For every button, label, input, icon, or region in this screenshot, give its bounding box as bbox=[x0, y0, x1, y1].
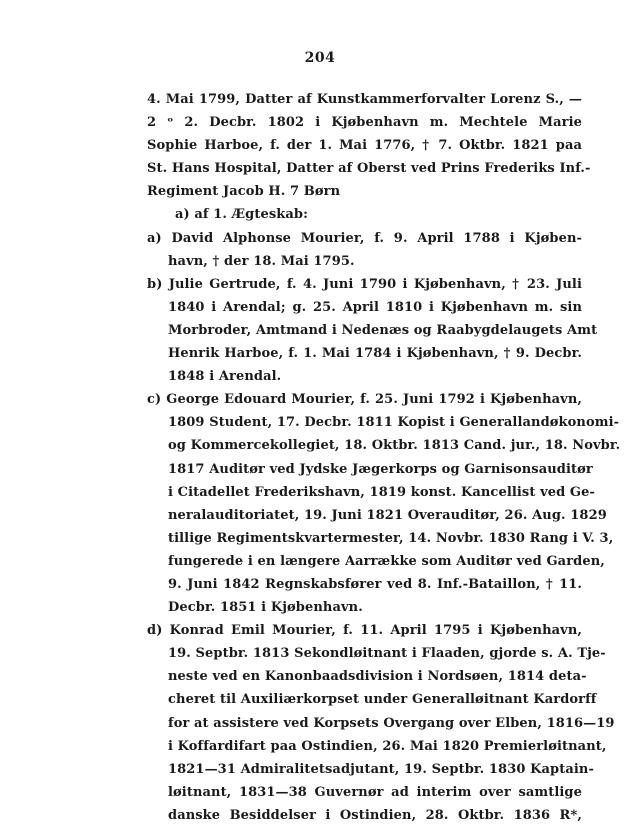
entry-a-line: havn, † der 18. Mai 1795. bbox=[168, 253, 355, 269]
page-number: 204 bbox=[304, 50, 336, 66]
entry-c-line: 1809 Student, 17. Decbr. 1811 Kopist i Generallandøkonomi- bbox=[168, 415, 620, 431]
entry-d-line: i Koffardifart paa Ostindien, 26. Mai 1820 Premierløitnant, bbox=[168, 738, 607, 754]
entry-c-line: tillige Regimentskvartermester, 14. Novbr. 1830 Rang i V. 3, bbox=[168, 530, 614, 546]
text-line: St. Hans Hospital, Datter af Oberst ved Prins Frederiks Inf.- bbox=[147, 161, 591, 177]
entry-a-line: a) David Alphonse Mourier, f. 9. April 1788 i Kjøben- bbox=[147, 230, 582, 246]
entry-c-line: og Kommercekollegiet, 18. Oktbr. 1813 Cand. jur., 18. Novbr. bbox=[168, 438, 621, 454]
entry-b-line: b) Julie Gertrude, f. 4. Juni 1790 i Kjøbenhavn, † 23. Juli bbox=[147, 276, 582, 292]
text-line: 2 ᵒ 2. Decbr. 1802 i Kjøbenhavn m. Mechtele Marie bbox=[147, 115, 582, 131]
entry-d-line: for at assistere ved Korpsets Overgang over Elben, 1816—19 bbox=[168, 715, 615, 731]
text-line: Sophie Harboe, f. der 1. Mai 1776, † 7. Oktbr. 1821 paa bbox=[147, 138, 582, 154]
entry-c-line: c) George Edouard Mourier, f. 25. Juni 1792 i Kjøbenhavn, bbox=[147, 392, 582, 408]
entry-b-line: 1848 i Arendal. bbox=[168, 369, 282, 385]
text-line: Regiment Jacob H. 7 Børn bbox=[147, 184, 341, 200]
entry-d-line: danske Besiddelser i Ostindien, 28. Oktbr. 1836 R*, bbox=[168, 807, 582, 823]
entry-b-line: Henrik Harboe, f. 1. Mai 1784 i Kjøbenhavn, † 9. Decbr. bbox=[168, 346, 582, 362]
entry-c-line: i Citadellet Frederikshavn, 1819 konst. Kancellist ved Ge- bbox=[168, 484, 595, 500]
entry-d-line: d) Konrad Emil Mourier, f. 11. April 1795 i Kjøbenhavn, bbox=[147, 623, 582, 639]
entry-c-line: fungerede i en længere Aarrække som Auditør ved Garden, bbox=[168, 553, 605, 569]
section-heading: a) af 1. Ægteskab: bbox=[175, 207, 308, 223]
entry-b-line: Morbroder, Amtmand i Nedenæs og Raabygdelaugets Amt bbox=[168, 322, 598, 338]
entry-d-line: 19. Septbr. 1813 Sekondløitnant i Flaaden, gjorde s. A. Tje- bbox=[168, 646, 606, 662]
text-line: 4. Mai 1799, Datter af Kunstkammerforvalter Lorenz S., — bbox=[147, 92, 582, 107]
entry-d-line: løitnant, 1831—38 Guvernør ad interim over samtlige bbox=[168, 784, 582, 800]
entry-c-line: Decbr. 1851 i Kjøbenhavn. bbox=[168, 600, 363, 616]
entry-d-line: 1821—31 Admiralitetsadjutant, 19. Septbr. 1830 Kaptain- bbox=[168, 761, 594, 777]
entry-c-line: 1817 Auditør ved Jydske Jægerkorps og Garnisonsauditør bbox=[168, 461, 593, 477]
entry-d-line: neste ved en Kanonbaadsdivision i Nordsøen, 1814 deta- bbox=[168, 669, 587, 685]
entry-c-line: 9. Juni 1842 Regnskabsfører ved 8. Inf.-Bataillon, † 11. bbox=[168, 576, 582, 592]
entry-c-line: neralauditoriatet, 19. Juni 1821 Overauditør, 26. Aug. 1829 bbox=[168, 507, 607, 523]
genealogy-text bbox=[147, 88, 621, 827]
entry-d-line: cheret til Auxiliærkorpset under Generalløitnant Kardorff bbox=[168, 692, 597, 708]
entry-b-line: 1840 i Arendal; g. 25. April 1810 i Kjøbenhavn m. sin bbox=[168, 299, 582, 315]
